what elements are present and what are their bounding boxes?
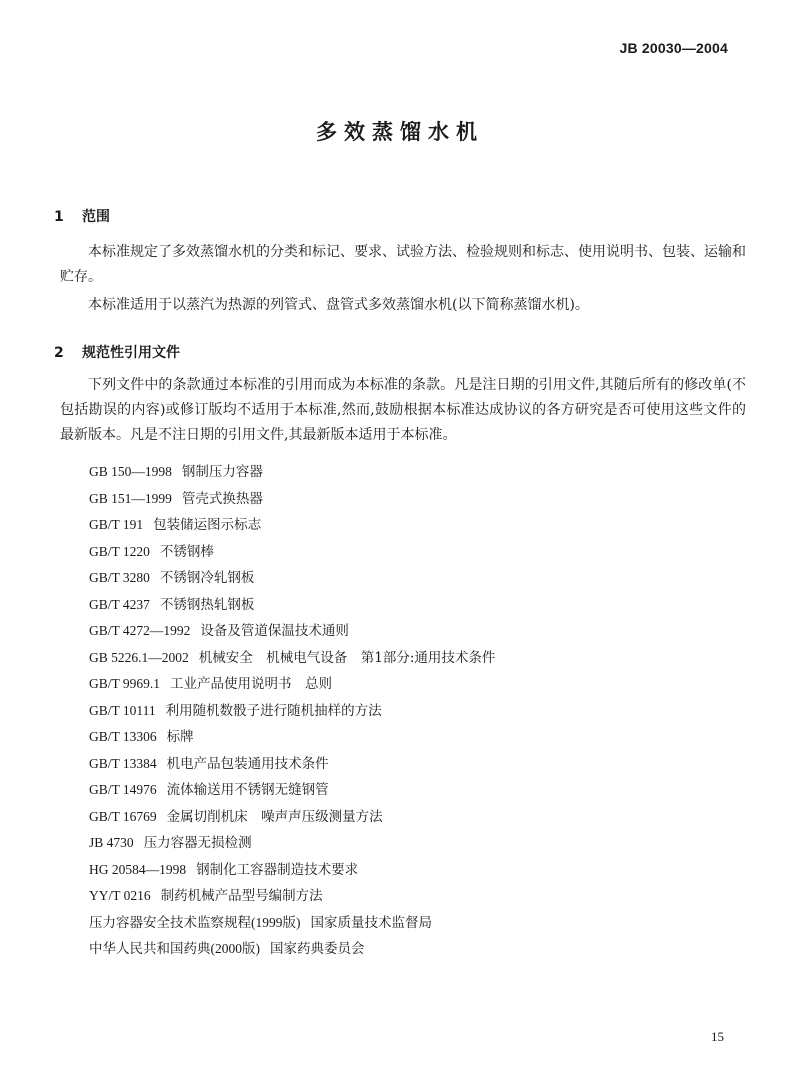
reference-title: 不锈钢冷轧钢板 <box>159 570 255 586</box>
reference-item <box>89 830 495 857</box>
reference-title: 标牌 <box>166 729 194 745</box>
reference-code: GB/T 13306 <box>89 729 157 744</box>
reference-item <box>89 539 495 566</box>
reference-item <box>89 777 495 804</box>
reference-item <box>89 883 495 910</box>
reference-code: HG 20584—1998 <box>89 861 187 877</box>
reference-title: 制药机械产品型号编制方法 <box>160 888 323 904</box>
reference-title: 钢制化工容器制造技术要求 <box>196 861 359 878</box>
standard-code: JB 20030—2004 <box>619 40 728 56</box>
reference-title: 设备及管道保温技术通则 <box>200 623 349 639</box>
reference-item <box>89 724 495 751</box>
reference-code: GB/T 9969.1 <box>89 676 161 691</box>
reference-code: GB/T 13384 <box>89 755 157 771</box>
reference-title: 工业产品使用说明书 总则 <box>170 676 333 692</box>
reference-list <box>89 459 495 963</box>
reference-code: GB/T 191 <box>89 517 144 532</box>
reference-code: GB/T 3280 <box>89 570 150 585</box>
reference-code: GB 150—1998 <box>89 464 172 479</box>
reference-code: YY/T 0216 <box>89 888 151 903</box>
reference-item <box>89 910 495 937</box>
reference-code: GB/T 1220 <box>89 543 150 559</box>
reference-code: 压力容器安全技术监察规程(1999版) <box>89 914 301 930</box>
reference-code: GB/T 14976 <box>89 782 157 797</box>
reference-item <box>89 857 495 884</box>
reference-title: 机械安全 机械电气设备 第1部分:通用技术条件 <box>198 649 496 666</box>
reference-item <box>89 592 495 619</box>
reference-item <box>89 936 495 963</box>
reference-title: 机电产品包装通用技术条件 <box>166 755 329 772</box>
reference-code: GB 5226.1—2002 <box>89 649 189 665</box>
reference-title: 不锈钢热轧钢板 <box>159 596 255 613</box>
section-title: 规范性引用文件 <box>82 345 180 361</box>
reference-code: GB/T 10111 <box>89 702 156 718</box>
reference-code: GB/T 4272—1992 <box>89 623 191 638</box>
reference-item <box>89 486 495 513</box>
section-2-heading <box>54 342 180 362</box>
section-number: 2 <box>54 345 64 361</box>
reference-item <box>89 804 495 831</box>
reference-title: 压力容器无损检测 <box>143 835 252 851</box>
reference-title: 不锈钢棒 <box>159 543 214 560</box>
reference-code: 中华人民共和国药典(2000版) <box>89 941 260 956</box>
reference-item <box>89 459 495 486</box>
reference-title: 钢制压力容器 <box>181 464 263 480</box>
reference-title: 国家药典委员会 <box>270 941 365 957</box>
reference-title: 金属切削机床 噪声声压级测量方法 <box>166 808 383 825</box>
reference-item <box>89 512 495 539</box>
reference-item <box>89 698 495 725</box>
section-title: 范围 <box>82 209 110 225</box>
reference-item <box>89 645 495 672</box>
section-number: 1 <box>54 209 64 225</box>
section-1-paragraph-2: 本标准适用于以蒸汽为热源的列管式、盘管式多效蒸馏水机(以下简称蒸馏水机)。 <box>88 297 589 313</box>
reference-title: 包装储运图示标志 <box>153 517 262 533</box>
reference-code: GB 151—1999 <box>89 490 172 506</box>
page-number: 15 <box>711 1029 724 1044</box>
document-title: 多效蒸馏水机 <box>316 120 484 144</box>
reference-item <box>89 565 495 592</box>
reference-title: 管壳式换热器 <box>181 490 263 507</box>
reference-item <box>89 751 495 778</box>
reference-item <box>89 618 495 645</box>
reference-code: GB/T 4237 <box>89 596 150 612</box>
reference-code: JB 4730 <box>89 835 134 850</box>
reference-item <box>89 671 495 698</box>
section-2-paragraph-1: 下列文件中的条款通过本标准的引用而成为本标准的条款。凡是注日期的引用文件,其随后所有的修改单(不包括勘误的内容)或修订版均不适用于本标准,然而,鼓励根据本标准达成协议的各方研究是否可使用这些文件的最新版本。凡是不注日期的引用文件,其最新版本适用于本标准。 <box>60 377 746 443</box>
section-1-heading <box>54 206 110 226</box>
section-1-paragraph-1: 本标准规定了多效蒸馏水机的分类和标记、要求、试验方法、检验规则和标志、使用说明书、包装、运输和贮存。 <box>60 244 746 285</box>
reference-title: 国家质量技术监督局 <box>310 914 432 931</box>
reference-title: 利用随机数骰子进行随机抽样的方法 <box>165 702 382 719</box>
reference-title: 流体输送用不锈钢无缝钢管 <box>166 782 329 798</box>
reference-code: GB/T 16769 <box>89 808 157 824</box>
